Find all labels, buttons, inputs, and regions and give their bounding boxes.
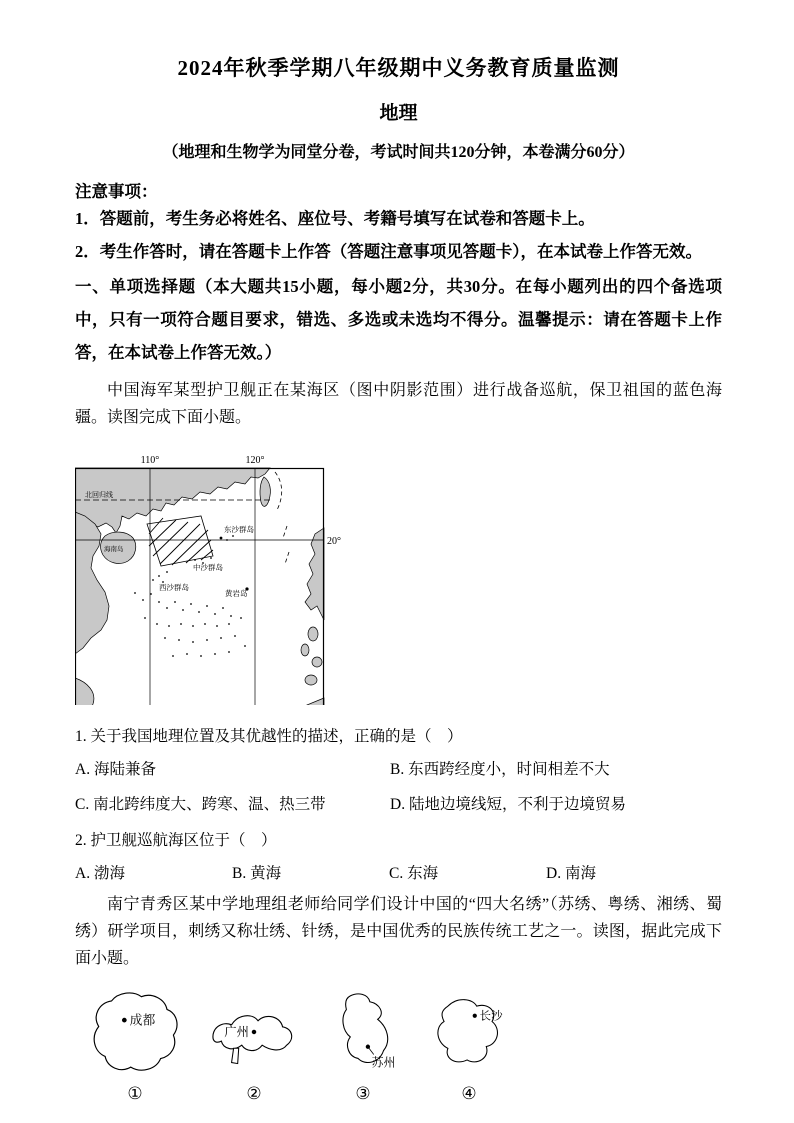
subject-title: 地理 <box>379 103 418 124</box>
philippine-island-4 <box>305 675 317 685</box>
sichuan-outline-svg <box>81 986 189 1082</box>
exam-meta: （地理和生物学为同堂分卷，考试时间共120分钟，本卷满分60分） <box>162 144 635 161</box>
question-1-stem: 1. 关于我国地理位置及其优越性的描述，正确的是（ ） <box>75 728 463 745</box>
q1-option-b: B. 东西跨经度小，时间相差不大 <box>390 761 610 778</box>
guangzhou-label: 广州 <box>224 1025 249 1040</box>
passage-2: 南宁青秀区某中学地理组老师给同学们设计中国的“四大名绣”（苏绣、粤绣、湘绣、蜀绣）研学项目，刺绣又称壮绣、针绣，是中国优秀的民族传统工艺之一。读图，据此完成下面小题。 <box>75 896 722 967</box>
jiangsu-outline <box>343 994 388 1063</box>
chengdu-dot <box>122 1018 127 1023</box>
q1-option-a: A. 海陆兼备 <box>75 761 156 778</box>
hunan-outline-svg <box>421 986 517 1082</box>
notice-item-2: 2．考生作答时，请在答题卡上作答（答题注意事项见答题卡），在本试卷上作答无效。 <box>75 242 702 261</box>
changsha-dot <box>473 1014 477 1018</box>
notice-heading: 注意事项： <box>75 182 158 201</box>
jiangsu-outline-svg <box>319 986 407 1082</box>
tropic-of-cancer-label: 北回归线 <box>85 491 113 499</box>
q2-option-b: B. 黄海 <box>232 865 282 882</box>
zhongsha-label: 中沙群岛 <box>193 563 223 572</box>
notice-item-1: 1．答题前，考生务必将姓名、座位号、考籍号填写在试卷和答题卡上。 <box>75 209 595 228</box>
hunan-outline <box>438 1000 498 1062</box>
lat-20-label: 20° <box>327 536 341 547</box>
chengdu-label: 成都 <box>129 1013 156 1028</box>
page-title: 2024年秋季学期八年级期中义务教育质量监测 <box>177 56 620 80</box>
q2-option-d: D. 南海 <box>546 865 596 882</box>
province-2-number: ② <box>246 1084 262 1103</box>
question-1-options <box>75 757 722 814</box>
philippine-island-1 <box>308 627 318 641</box>
province-3-number: ③ <box>355 1084 371 1103</box>
south-china-sea-map-svg <box>75 441 343 705</box>
south-china-sea-map <box>75 441 722 710</box>
section-1-heading: 一、单项选择题（本大题共15小题，每小题2分，共30分。在每小题列出的四个备选项中，只有一项符合题目要求，错选、多选或未选均不得分。温馨提示：请在答题卡上作答，在本试卷上作答无效。） <box>75 277 722 362</box>
question-2-options <box>75 861 722 883</box>
leizhou-peninsula <box>232 1048 239 1063</box>
passage-1: 中国海军某型护卫舰正在某海区（图中阴影范围）进行战备巡航，保卫祖国的蓝色海疆。读图完成下面小题。 <box>75 382 722 426</box>
philippine-island-2 <box>301 644 309 656</box>
suzhou-label: 苏州 <box>371 1056 396 1070</box>
sichuan-outline <box>94 993 177 1070</box>
province-figure-1 <box>81 986 189 1104</box>
province-figure-3 <box>319 986 407 1104</box>
lon-110-label: 110° <box>140 455 160 466</box>
q1-option-d: D. 陆地边境线短，不利于边境贸易 <box>390 796 626 813</box>
guangzhou-dot <box>252 1030 256 1034</box>
province-4-number: ④ <box>461 1084 477 1103</box>
four-provinces-figure <box>81 986 722 1104</box>
lon-120-label: 120° <box>245 455 265 466</box>
huangyan-label: 黄岩岛 <box>225 589 248 598</box>
xisha-label: 西沙群岛 <box>159 583 189 592</box>
province-figure-4 <box>421 986 517 1104</box>
philippine-island-3 <box>312 657 322 667</box>
dongsha-label: 东沙群岛 <box>224 525 254 534</box>
q1-option-c: C. 南北跨纬度大、跨寒、温、热三带 <box>75 796 326 813</box>
hainan-label: 海南岛 <box>104 546 124 553</box>
q2-option-a: A. 渤海 <box>75 865 125 882</box>
q2-option-c: C. 东海 <box>389 865 439 882</box>
question-2-stem: 2. 护卫舰巡航海区位于（ ） <box>75 832 277 849</box>
province-1-number: ① <box>127 1084 143 1103</box>
guangdong-outline-svg <box>203 986 305 1082</box>
province-figure-2 <box>203 986 305 1104</box>
changsha-label: 长沙 <box>479 1010 503 1023</box>
